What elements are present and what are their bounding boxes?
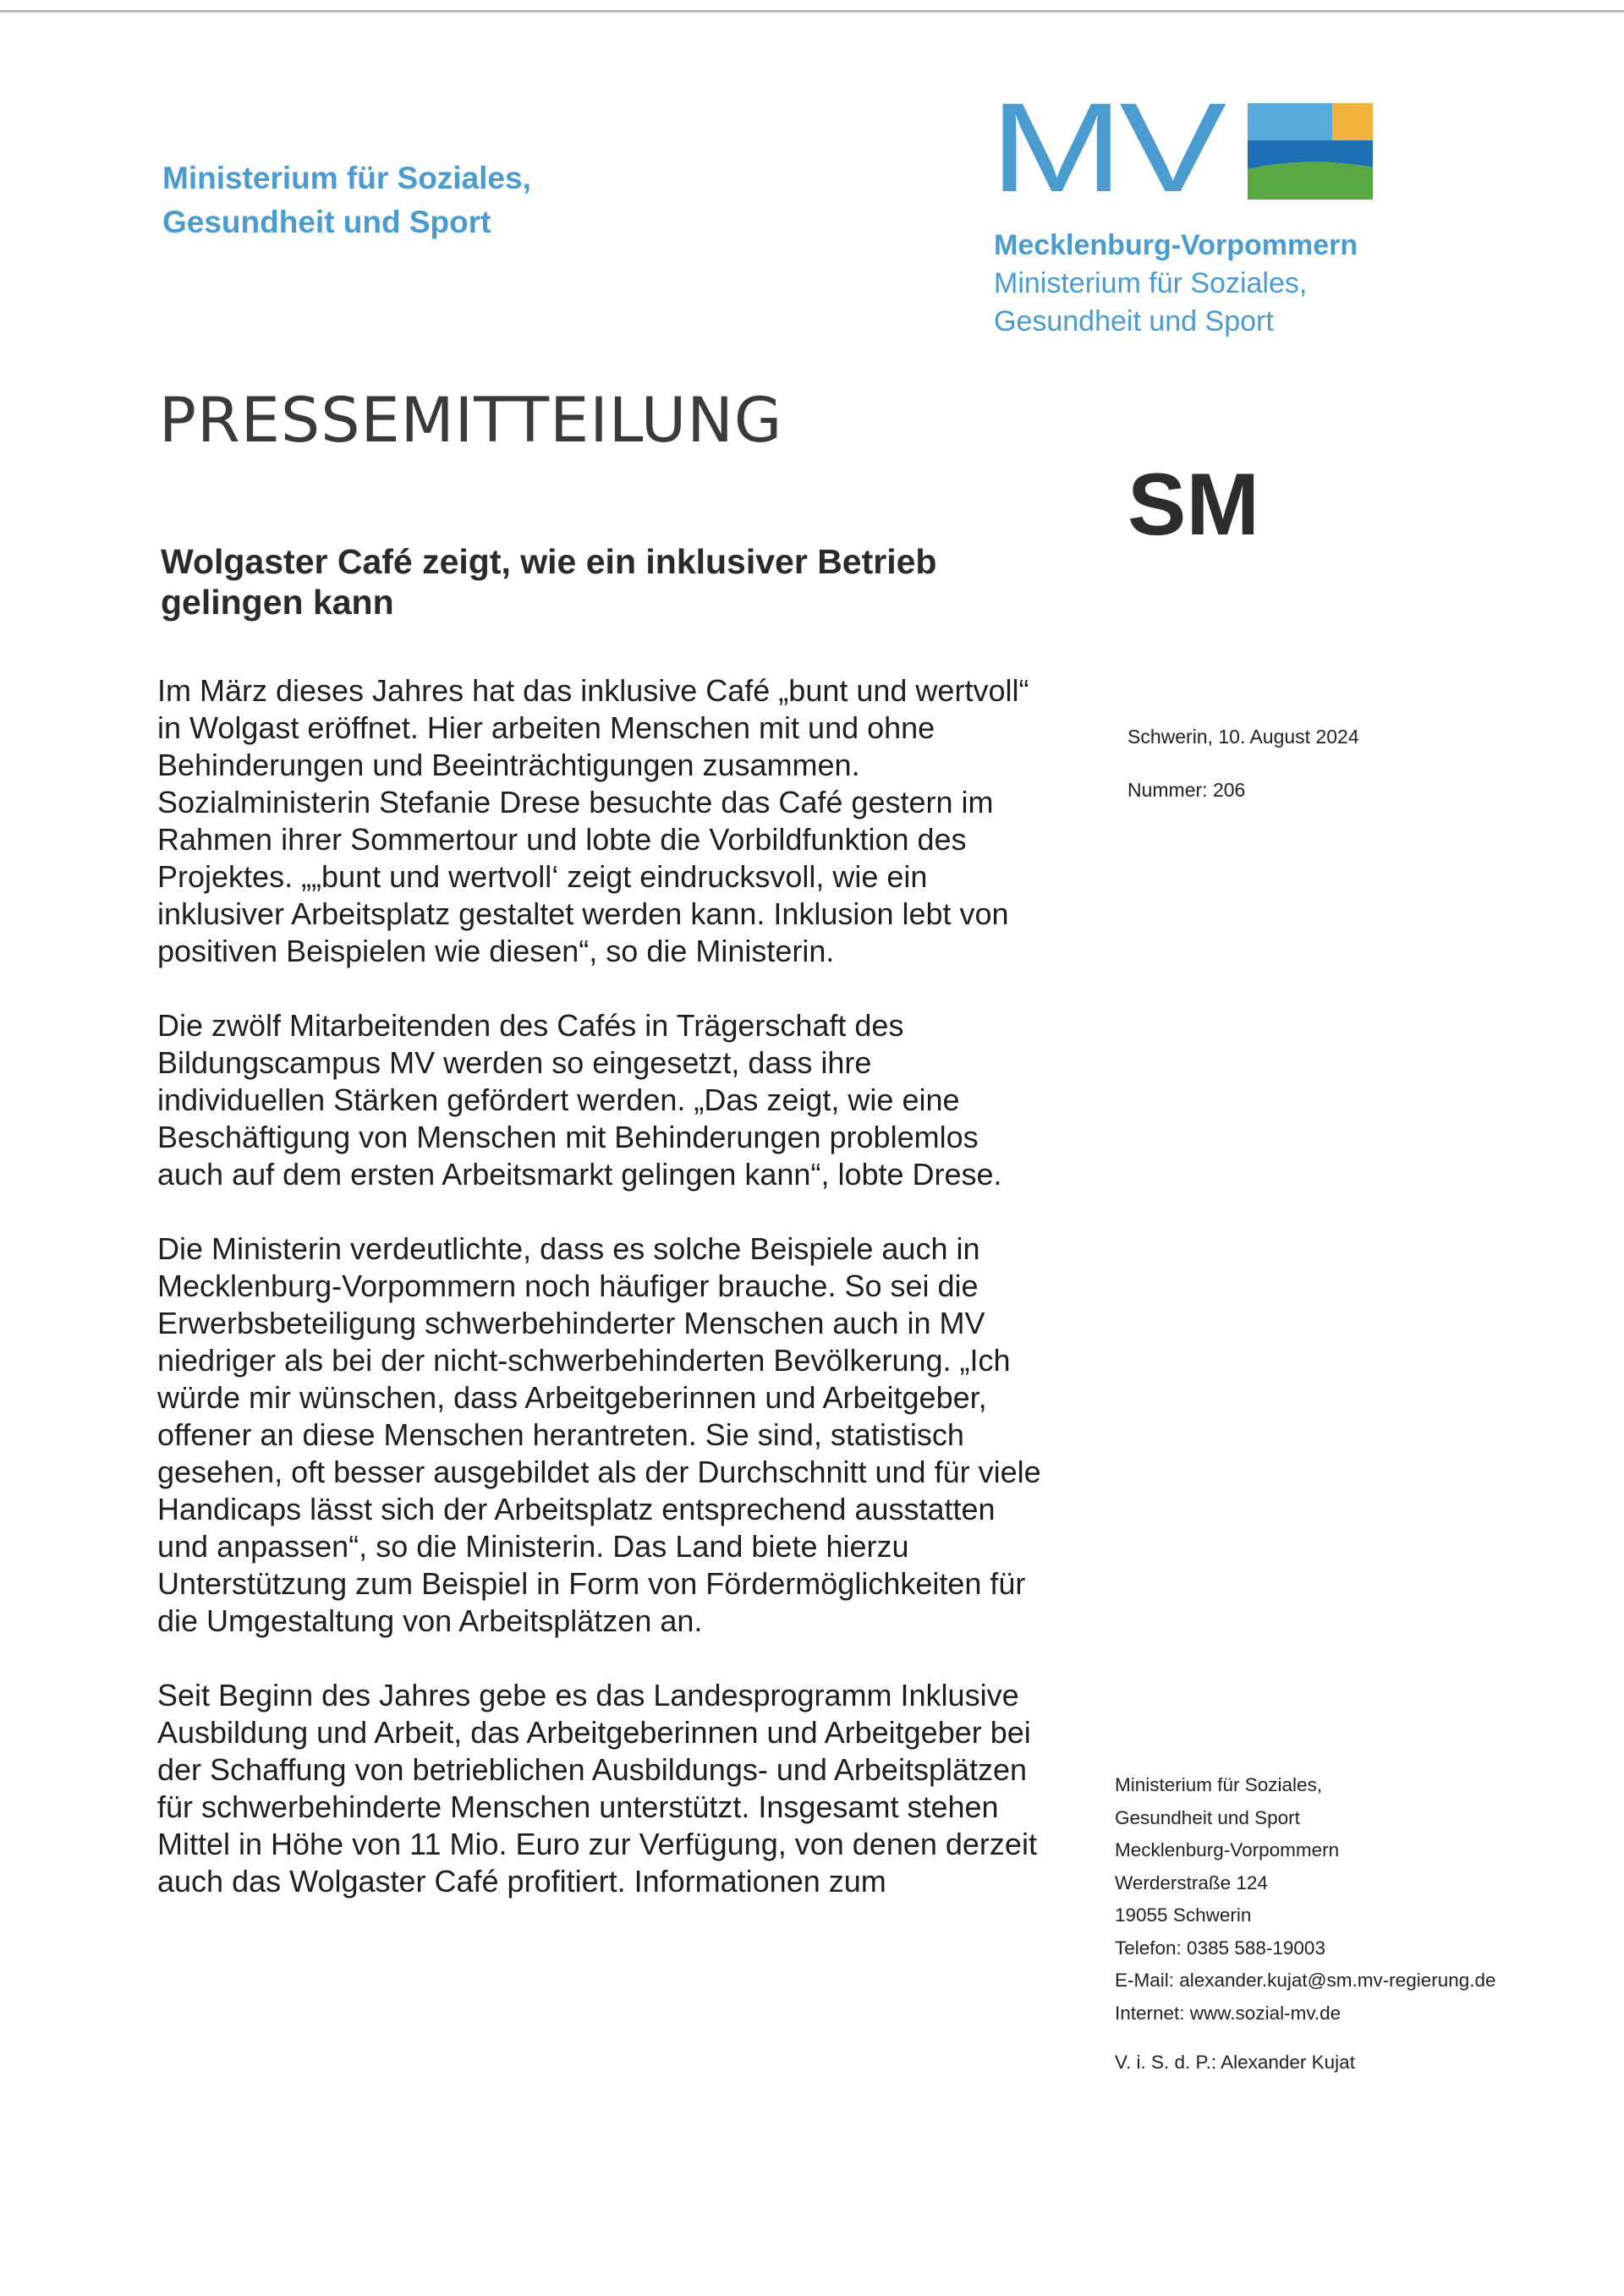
contact-block — [1115, 1769, 1605, 2080]
landscape-land — [1248, 162, 1373, 200]
body-paragraph-3: Die Ministerin verdeutlichte, dass es solche Beispiele auch in Mecklenburg-Vorpommern noch häufiger brauche. So sei die Erwerbsbeteiligung schwerbehinderter Menschen auch in MV niedriger als bei der nicht-schwerbehinderten Bevölkerung. „Ich würde mir wünschen, dass Arbeitgeberinnen und Arbeitgeber, offener an diese Menschen herantreten. Sie sind, statistisch gesehen, oft besser ausgebildet als der Durchschnitt und für viele Handicaps lässt sich der Arbeitsplatz entsprechend ausstatten und anpassen“, so die Ministerin. Das Land biete hierzu Unterstützung zum Beispiel in Form von Fördermöglichkeiten für die Umgestaltung von Arbeitsplätzen an. — [157, 1231, 1041, 1638]
release-meta — [1127, 726, 1601, 802]
contact-line1: Ministerium für Soziales, — [1115, 1774, 1323, 1795]
press-body — [157, 672, 1045, 1937]
ministry-header-line2: Gesundheit und Sport — [162, 205, 491, 239]
press-headline — [161, 541, 1057, 622]
contact-line2: Gesundheit und Sport — [1115, 1806, 1300, 1828]
contact-city: 19055 Schwerin — [1115, 1904, 1252, 1926]
sm-badge: SM — [1127, 456, 1259, 554]
contact-phone: Telefon: 0385 588-19003 — [1115, 1937, 1325, 1959]
landscape-sun — [1332, 103, 1373, 140]
ministry-header-line1: Ministerium für Soziales, — [162, 161, 531, 195]
logo-caption-state: Mecklenburg-Vorpommern — [994, 229, 1358, 261]
contact-web: Internet: www.sozial-mv.de — [1115, 2002, 1341, 2024]
body-paragraph-2: Die zwölf Mitarbeitenden des Cafés in Trägerschaft des Bildungscampus MV werden so eingesetzt, dass ihre individuellen Stärken gefördert werden. „Das zeigt, wie eine Beschäftigung von Menschen mit Behinderungen problemlos auch auf dem ersten Arbeitsmarkt gelingen kann“, lobte Drese. — [157, 1008, 1002, 1192]
release-number: Nummer: 206 — [1127, 779, 1246, 801]
document-type-title: PRESSEMITTEILUNG — [159, 385, 783, 457]
logo-caption-ministry-1: Ministerium für Soziales, — [994, 267, 1308, 299]
logo-caption — [994, 227, 1417, 341]
mv-logo-letters: MV — [990, 91, 1227, 210]
body-paragraph-4: Seit Beginn des Jahres gebe es das Landesprogramm Inklusive Ausbildung und Arbeit, das Arbeitgeberinnen und Arbeitgeber bei der Schaffung von betrieblichen Ausbildungs- und Arbeitsplätzen für schwerbehinderte Menschen unterstützt. Insgesamt stehen Mittel in Höhe von 11 Mio. Euro zur Verfügung, von denen derzeit auch das Wolgaster Café profitiert. Informationen zum — [157, 1678, 1037, 1899]
ministry-header — [162, 156, 687, 244]
contact-street: Werderstraße 124 — [1115, 1871, 1268, 1893]
landscape-icon — [1248, 103, 1373, 200]
mv-logo — [990, 91, 1379, 210]
headline-line1: Wolgaster Café zeigt, wie ein inklusiver Betrieb — [161, 542, 937, 581]
logo-caption-ministry-2: Gesundheit und Sport — [994, 305, 1274, 337]
contact-email: E-Mail: alexander.kujat@sm.mv-regierung.de — [1115, 1970, 1496, 1991]
headline-line2: gelingen kann — [161, 583, 394, 622]
contact-visdp: V. i. S. d. P.: Alexander Kujat — [1115, 2052, 1355, 2073]
contact-spacer — [1115, 2030, 1605, 2047]
body-paragraph-1: Im März dieses Jahres hat das inklusive Café „bunt und wertvoll“ in Wolgast eröffnet. Hier arbeiten Menschen mit und ohne Behinderungen und Beeinträchtigungen zusammen. Sozialministerin Stefanie Drese besuchte das Café gestern im Rahmen ihrer Sommertour und lobte die Vorbildfunktion des Projektes. „„bunt und wertvoll‘ zeigt eindrucksvoll, wie ein inklusiver Arbeitsplatz gestaltet werden kann. Inklusion lebt von positiven Beispielen wie diesen“, so die Ministerin. — [157, 673, 1029, 968]
place-date: Schwerin, 10. August 2024 — [1127, 726, 1359, 748]
contact-line3: Mecklenburg-Vorpommern — [1115, 1839, 1340, 1860]
scan-edge-line — [0, 10, 1624, 13]
